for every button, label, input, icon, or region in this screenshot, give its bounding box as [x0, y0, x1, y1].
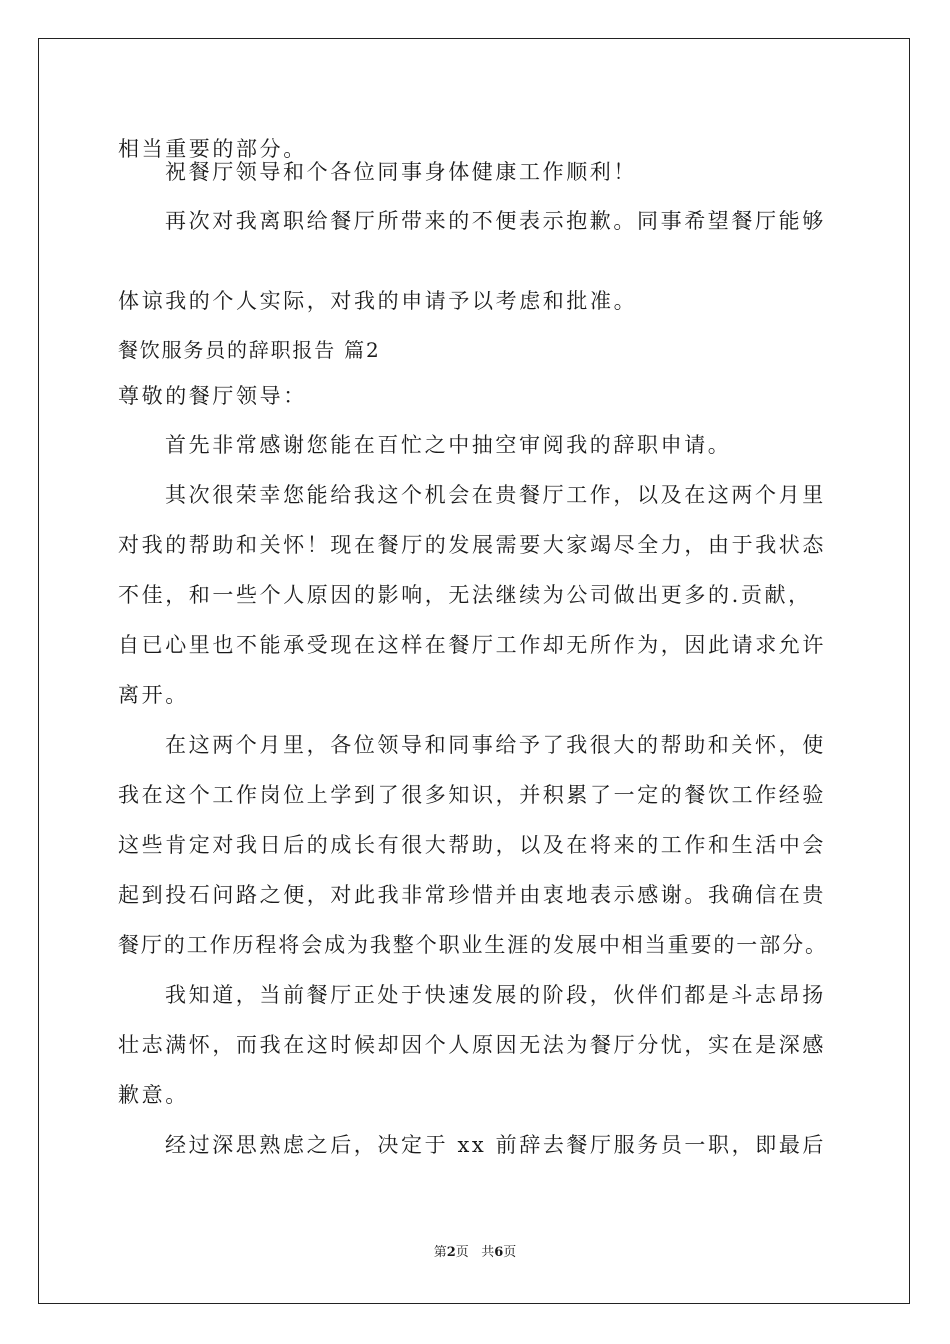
text-line: 壮志满怀，而我在这时候却因个人原因无法为餐厅分忧，实在是深感 — [118, 1033, 826, 1057]
text-line: 祝餐厅领导和个各位同事身体健康工作顺利！ — [165, 160, 637, 184]
text-line: 餐厅的工作历程将会成为我整个职业生涯的发展中相当重要的一部分。 — [118, 933, 828, 957]
section-heading: 餐饮服务员的辞职报告 篇2 — [118, 338, 381, 362]
text-line: 不佳，和一些个人原因的影响，无法继续为公司做出更多的.贡献， — [118, 583, 812, 607]
text-line: 我知道，当前餐厅正处于快速发展的阶段，伙伴们都是斗志昂扬 — [165, 983, 826, 1007]
text-line: 体谅我的个人实际，对我的申请予以考虑和批准。 — [118, 289, 638, 313]
page-total: 6 — [494, 1245, 504, 1260]
text-line: 经过深思熟虑之后，决定于 xx 前辞去餐厅服务员一职，即最后 — [165, 1133, 827, 1157]
text-line: 歉意。 — [118, 1083, 189, 1107]
text-line: 首先非常感谢您能在百忙之中抽空审阅我的辞职申请。 — [165, 433, 732, 457]
page-unit: 页 — [455, 1245, 469, 1260]
text-line: 起到投石问路之便，对此我非常珍惜并由衷地表示感谢。我确信在贵 — [118, 883, 826, 907]
text-line: 我在这个工作岗位上学到了很多知识，并积累了一定的餐饮工作经验 — [118, 783, 826, 807]
text-line: 在这两个月里，各位领导和同事给予了我很大的帮助和关怀，使 — [165, 733, 826, 757]
page-label: 第 — [433, 1245, 447, 1260]
text-line: 其次很荣幸您能给我这个机会在贵餐厅工作，以及在这两个月里 — [165, 483, 826, 507]
text-line: 离开。 — [118, 683, 189, 707]
text-line: 对我的帮助和关怀！现在餐厅的发展需要大家竭尽全力，由于我状态 — [118, 533, 826, 557]
text-line: 相当重要的部分。 — [118, 137, 307, 161]
total-unit: 页 — [503, 1245, 517, 1260]
text-line: 再次对我离职给餐厅所带来的不便表示抱歉。同事希望餐厅能够 — [165, 209, 826, 233]
salutation: 尊敬的餐厅领导： — [118, 384, 307, 408]
total-label: 共 — [481, 1245, 495, 1260]
page-current: 2 — [446, 1245, 456, 1260]
text-line: 自已心里也不能承受现在这样在餐厅工作却无所作为，因此请求允许 — [118, 633, 826, 657]
page-footer — [0, 1244, 950, 1262]
text-line: 这些肯定对我日后的成长有很大帮助，以及在将来的工作和生活中会 — [118, 833, 826, 857]
